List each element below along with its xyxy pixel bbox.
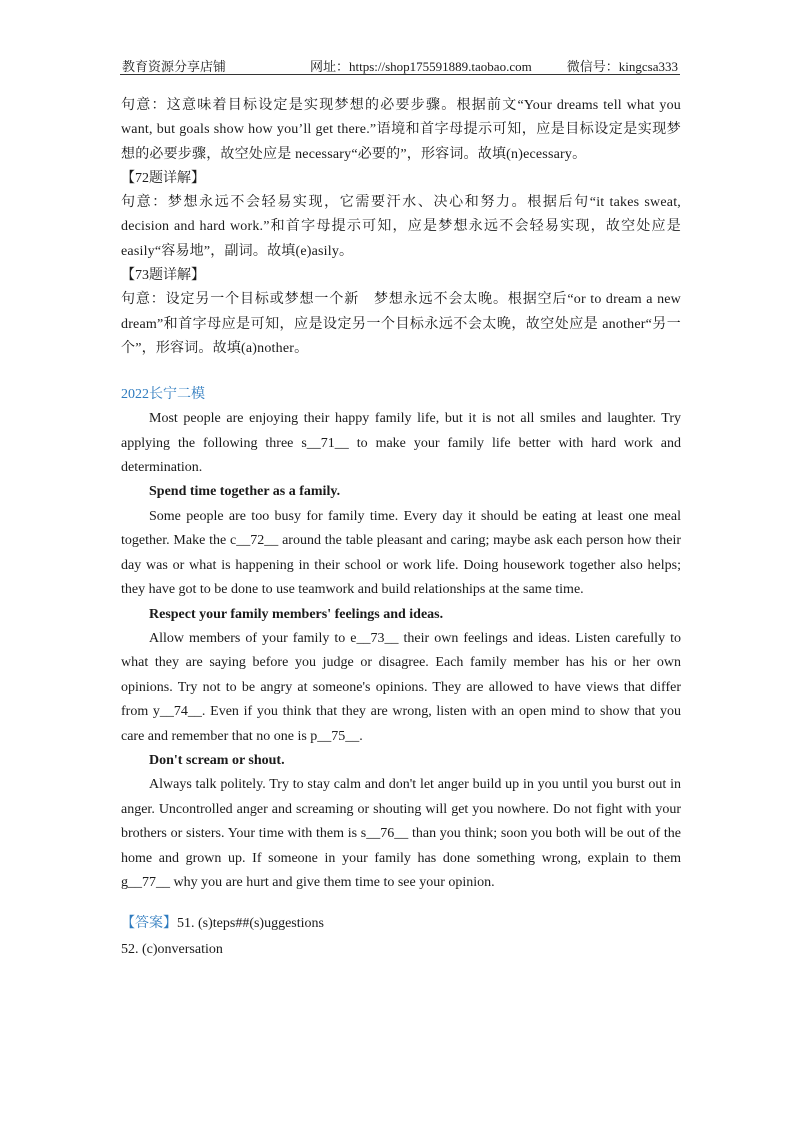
q72-explanation: 句意：梦想永远不会轻易实现，它需要汗水、决心和努力。根据后句“it takes sweat, decision and hard work.”和首字母提示可知，应是梦想永远不会轻易实现，故空处应是 easily“容易地”，副词。故填(e)asily。 bbox=[121, 195, 681, 259]
article-source: 2022长宁二模 bbox=[121, 387, 205, 403]
q71-explanation: 句意：这意味着目标设定是实现梦想的必要步骤。根据前文“Your dreams tell what you want, but goals show how you’ll get there.”语境和首字母提示可知，应是目标设定是实现梦想的必要步骤，故空处应是 necessary“必要的”，形容词。故填(n)ecessary。 bbox=[121, 98, 681, 162]
q73-explanation: 句意：设定另一个目标或梦想一个新 梦想永远不会太晚。根据空后“or to dream a new dream”和首字母应是可知，应是设定另一个目标永远不会太晚，故空处应是 another“另一个”，形容词。故填(a)nother。 bbox=[121, 292, 681, 356]
header-wechat: 微信号：kingcsa333 bbox=[566, 59, 678, 74]
q72-title: 【72题详解】 bbox=[121, 170, 205, 186]
article-heading-1: Spend time together as a family. bbox=[149, 484, 341, 500]
answer-line-51 bbox=[121, 911, 681, 937]
q73-title: 【73题详解】 bbox=[121, 268, 205, 284]
article-paragraph-1: Most people are enjoying their happy family life, but it is not all smiles and laughter. Try applying the following three s__71__ to make your family life better with hard work and determination. bbox=[121, 411, 681, 476]
header-url: 网址：https://shop175591889.taobao.com bbox=[310, 59, 532, 74]
page-content bbox=[121, 94, 681, 963]
header-shop-name: 教育资源分享店铺 bbox=[122, 59, 227, 74]
page-header bbox=[120, 54, 680, 75]
article-heading-3: Don't scream or shout. bbox=[149, 752, 285, 768]
article-heading-2: Respect your family members' feelings and ideas. bbox=[149, 606, 444, 622]
article-paragraph-3: Allow members of your family to e__73__ their own feelings and ideas. Listen carefully to what they are saying before you judge or disagree. Each family member has his or her own opinions. Try not to be angry at someone's opinions. They are allowed to have views that differ from y__74__. Even if you think that they are wrong, listen with an open mind to show that you care and remember that no one is p__75__. bbox=[121, 630, 681, 744]
answer-51: 51. (s)teps##(s)uggestions bbox=[177, 916, 324, 932]
answer-52: 52. (c)onversation bbox=[121, 942, 223, 958]
article-paragraph-4: Always talk politely. Try to stay calm and don't let anger build up in you until you burst out in anger. Uncontrolled anger and screaming or shouting will get you nowhere. Do not fight with your brothers or sisters. Your time with them is s__76__ than you think; soon you both will be out of the home and grown up. If someone in your family has done something wrong, explain to them g__77__ why you are hurt and give them time to see your opinion. bbox=[121, 777, 681, 890]
answer-label: 【答案】 bbox=[121, 916, 177, 932]
article-paragraph-2: Some people are too busy for family time. Every day it should be eating at least one meal together. Make the c__72__ around the table pleasant and caring; maybe ask each person how their day was or what is happening in their school or work life. Doing housework together also helps; they have got to be done to use teamwork and build relationships at the same time. bbox=[121, 508, 681, 598]
